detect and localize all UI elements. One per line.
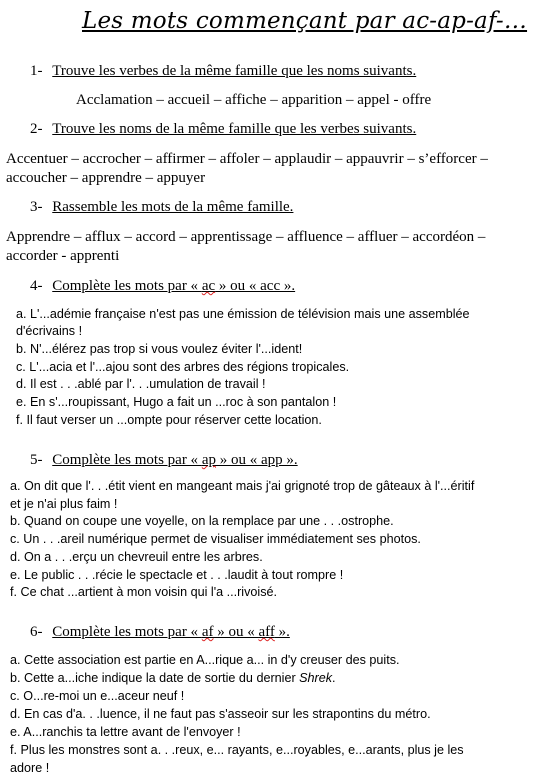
- section-number: 3-: [30, 199, 43, 215]
- section-heading-text: Trouve les noms de la même famille que les verbes suivants.: [52, 121, 417, 137]
- exercise-4-item: e. En s'...roupissant, Hugo a fait un ...roc à son pantalon !: [16, 395, 337, 409]
- exercise-6-item: b. Cette a...iche indique la date de sortie du dernier Shrek.: [10, 671, 336, 685]
- exercise-6-item: c. O...re-moi un e...aceur neuf !: [10, 689, 185, 703]
- section-2-words-line-1: Accentuer – accrocher – affirmer – affoler – applaudir – appauvrir – s’efforcer –: [6, 151, 488, 167]
- exercise-4-item: d'écrivains !: [16, 324, 83, 338]
- exercise-5-item: e. Le public . . .récie le spectacle et . . .laudit à tout rompre !: [10, 568, 344, 582]
- section-4-heading: [30, 278, 295, 295]
- exercise-6-item: adore !: [10, 761, 50, 775]
- exercise-6-item: a. Cette association est partie en A...rique a... in d'y creuser des puits.: [10, 653, 400, 667]
- section-1-heading: [30, 63, 416, 80]
- exercise-6-item: d. En cas d'a. . .luence, il ne faut pas s'asseoir sur les strapontins du métro.: [10, 707, 431, 721]
- exercise-4-item: a. L'...adémie française n'est pas une émission de télévision mais une assemblée: [16, 307, 470, 321]
- exercise-5-item: d. On a . . .erçu un chevreuil entre les arbres.: [10, 550, 263, 564]
- section-2-heading: [30, 121, 416, 138]
- exercise-4-item: c. L'...acia et l'...ajou sont des arbres des régions tropicales.: [16, 360, 350, 374]
- section-2-words-line-2: accoucher – apprendre – appuyer: [6, 170, 206, 186]
- exercise-5-item: a. On dit que l'. . .étit vient en mangeant mais j'ai grignoté trop de gâteaux à l'...éritif: [10, 479, 475, 493]
- exercise-5-item: f. Ce chat ...artient à mon voisin qui l'a ...rivoisé.: [10, 585, 277, 599]
- page-title: Les mots commençant par ac-ap-af-…: [82, 8, 528, 34]
- section-number: 1-: [30, 63, 43, 79]
- section-number: 6-: [30, 624, 43, 640]
- section-3-heading: [30, 199, 293, 216]
- section-heading-text: Rassemble les mots de la même famille.: [52, 199, 294, 215]
- section-3-words-line-2: accorder - apprenti: [6, 248, 120, 264]
- exercise-4-item: d. Il est . . .ablé par l'. . .umulation de travail !: [16, 377, 266, 391]
- exercise-4-item: b. N'...élérez pas trop si vous voulez éviter l'...ident!: [16, 342, 303, 356]
- section-heading-text: Complète les mots par « ap » ou « app ».: [52, 452, 298, 468]
- exercise-5-item: c. Un . . .areil numérique permet de visualiser immédiatement ses photos.: [10, 532, 421, 546]
- exercise-6-item: e. A...ranchis ta lettre avant de l'envoyer !: [10, 725, 241, 739]
- section-3-words-line-1: Apprendre – afflux – accord – apprentissage – affluence – affluer – accordéon –: [6, 229, 486, 245]
- section-heading-text: Complète les mots par « ac » ou « acc ».: [52, 278, 296, 294]
- exercise-6-item: f. Plus les monstres sont a. . .reux, e... rayants, e...royables, e...arants, plus je les: [10, 743, 464, 757]
- section-number: 4-: [30, 278, 43, 294]
- section-1-words: Acclamation – accueil – affiche – apparition – appel - offre: [76, 92, 432, 108]
- section-heading-text: Complète les mots par « af » ou « aff ».: [52, 624, 290, 640]
- section-6-heading: [30, 624, 290, 641]
- exercise-4-item: f. Il faut verser un ...ompte pour réserver cette location.: [16, 413, 322, 427]
- exercise-5-item: b. Quand on coupe une voyelle, on la remplace par une . . .ostrophe.: [10, 514, 394, 528]
- exercise-5-item: et je n'ai plus faim !: [10, 497, 118, 511]
- section-number: 2-: [30, 121, 43, 137]
- section-5-heading: [30, 452, 298, 469]
- section-number: 5-: [30, 452, 43, 468]
- section-heading-text: Trouve les verbes de la même famille que les noms suivants.: [52, 63, 417, 79]
